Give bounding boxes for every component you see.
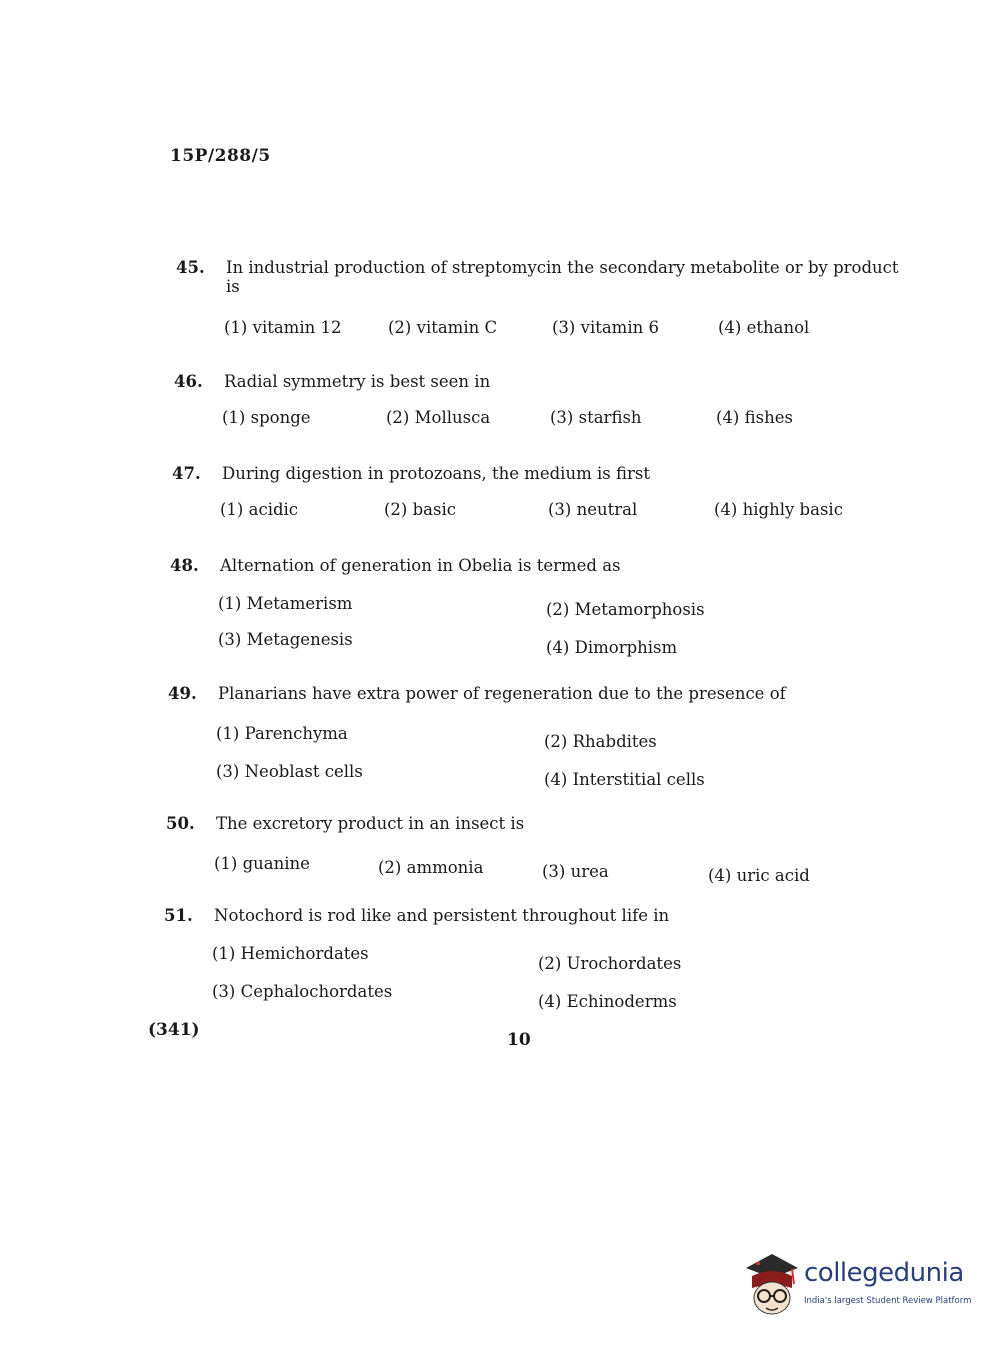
page-number: 10 <box>507 1030 531 1050</box>
option-1: (1) sponge <box>222 408 311 427</box>
option-4: (4) Echinoderms <box>538 992 677 1011</box>
option-2: (2) basic <box>384 500 457 519</box>
question-text: Radial symmetry is best seen in <box>224 372 491 391</box>
option-4: (4) Dimorphism <box>546 638 678 657</box>
question-text: Notochord is rod like and persistent throughout life in <box>214 906 670 925</box>
option-4: (4) uric acid <box>708 866 810 885</box>
option-1: (1) Parenchyma <box>216 724 348 743</box>
question-text: Alternation of generation in Obelia is termed as <box>220 556 621 575</box>
question-text: In industrial production of streptomycin the secondary metabolite or by product is <box>226 258 899 296</box>
option-3: (3) Neoblast cells <box>216 762 363 781</box>
option-4: (4) ethanol <box>718 318 810 337</box>
question-number: 49. <box>168 684 197 703</box>
option-2: (2) Mollusca <box>386 408 491 427</box>
option-3: (3) urea <box>542 862 609 881</box>
question-number: 45. <box>176 258 205 277</box>
option-3: (3) starfish <box>550 408 642 427</box>
question-number: 51. <box>164 906 193 925</box>
collegedunia-logo <box>742 1248 977 1318</box>
option-2: (2) Urochordates <box>538 954 682 973</box>
option-3: (3) neutral <box>548 500 638 519</box>
logo-tagline: India's largest Student Review Platform <box>804 1296 972 1306</box>
option-3: (3) Metagenesis <box>218 630 353 649</box>
question-number: 46. <box>174 372 203 391</box>
mascot-icon <box>742 1248 802 1318</box>
footer-code: (341) <box>148 1020 200 1040</box>
option-1: (1) Metamerism <box>218 594 353 613</box>
option-4: (4) Interstitial cells <box>544 770 705 789</box>
option-1: (1) guanine <box>214 854 310 873</box>
option-2: (2) ammonia <box>378 858 484 877</box>
option-1: (1) vitamin 12 <box>224 318 342 337</box>
option-3: (3) vitamin 6 <box>552 318 659 337</box>
option-1: (1) Hemichordates <box>212 944 369 963</box>
paper-code: 15P/288/5 <box>170 146 271 166</box>
option-2: (2) Metamorphosis <box>546 600 705 619</box>
question-number: 47. <box>172 464 201 483</box>
logo-wordmark: collegedunia <box>804 1258 964 1288</box>
question-number: 50. <box>166 814 195 833</box>
option-2: (2) vitamin C <box>388 318 498 337</box>
option-4: (4) highly basic <box>714 500 843 519</box>
question-text: The excretory product in an insect is <box>216 814 525 833</box>
option-2: (2) Rhabdites <box>544 732 657 751</box>
option-3: (3) Cephalochordates <box>212 982 393 1001</box>
option-1: (1) acidic <box>220 500 299 519</box>
question-number: 48. <box>170 556 199 575</box>
question-text: Planarians have extra power of regeneration due to the presence of <box>218 684 786 703</box>
question-text: During digestion in protozoans, the medium is first <box>222 464 650 483</box>
option-4: (4) fishes <box>716 408 793 427</box>
